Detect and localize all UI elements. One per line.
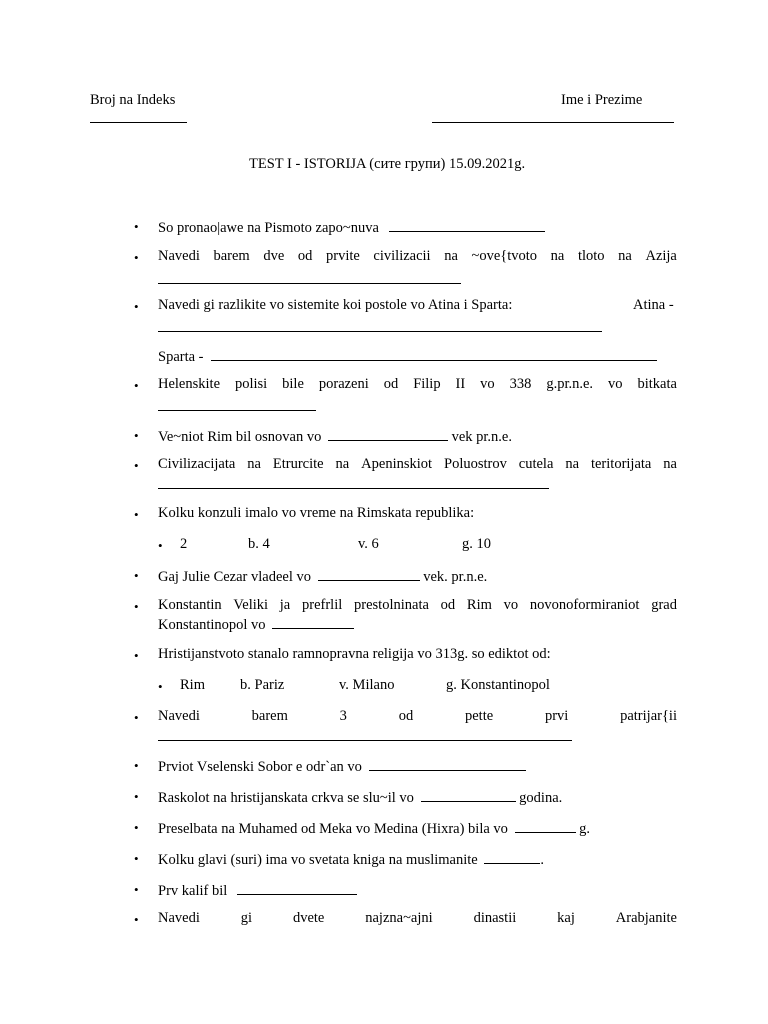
question-3: Navedi gi razlikite vo sistemite koi postole vo Atina i Sparta: (158, 297, 513, 313)
question-word: g.pr.n.e. (546, 376, 594, 392)
question-word: Arabjanite (615, 910, 677, 926)
question-word: na (444, 248, 458, 264)
answer-blank[interactable] (158, 740, 572, 741)
sub-bullet: • (158, 679, 163, 694)
answer-blank[interactable] (158, 488, 549, 489)
option-g[interactable]: g. Konstantinopol (446, 677, 550, 693)
question-word: polisi (234, 376, 268, 392)
question-word: prvi (544, 708, 569, 724)
bullet: • (134, 820, 139, 835)
question-word: Rim (466, 597, 492, 613)
question-word: gi (240, 910, 253, 926)
question-5: Ve~niot Rim bil osnovan vo vek pr.n.e. (158, 426, 512, 446)
question-word: dve (263, 248, 285, 264)
bullet: • (134, 219, 139, 234)
question-word: Navedi (158, 708, 200, 724)
question-word: 338 (509, 376, 532, 392)
question-word: teritorijata (590, 456, 652, 472)
question-1: So pronao|awe na Pismoto zapo~nuva (158, 217, 545, 237)
question-word: ~ove{tvoto (471, 248, 538, 264)
question-4 (158, 376, 677, 393)
question-word: II (455, 376, 466, 392)
bullet: • (134, 882, 139, 897)
question-word: civilizacii (373, 248, 431, 264)
answer-blank[interactable] (421, 787, 516, 802)
question-word: Konstantin (158, 597, 222, 613)
question-word: na (565, 456, 580, 472)
question-word: na (247, 456, 261, 472)
question-word: Civilizacijata (158, 456, 236, 472)
question-word: barem (213, 248, 250, 264)
bullet: • (134, 648, 139, 663)
question-8: Gaj Julie Cezar vladeel vo vek. pr.n.e. (158, 566, 487, 586)
question-2 (158, 248, 677, 265)
bullet: • (134, 458, 139, 473)
answer-blank[interactable] (318, 566, 420, 581)
question-word: Veliki (233, 597, 269, 613)
question-16: Prv kalif bil (158, 880, 357, 900)
sparta-line: Sparta - (158, 346, 657, 366)
option-a[interactable]: Rim (180, 677, 205, 693)
test-title: TEST I - ISTORIJA (сите групи) 15.09.2021g. (249, 156, 526, 172)
full-name-blank[interactable] (432, 122, 674, 123)
sub-bullet: • (158, 538, 163, 553)
question-word: Helenskite (158, 376, 221, 392)
question-word: na (663, 456, 677, 472)
question-9-line-2: Konstantinopol vo (158, 614, 354, 634)
question-word: 3 (339, 708, 347, 724)
question-word: Navedi (158, 910, 200, 926)
bullet: • (134, 789, 139, 804)
answer-blank[interactable] (328, 426, 448, 441)
question-word: od (398, 708, 414, 724)
question-14: Preselbata na Muhamed od Meka vo Medina (Hixra) bila vo g. (158, 818, 590, 838)
question-word: od (440, 597, 456, 613)
option-v[interactable]: v. 6 (358, 536, 379, 552)
question-9 (158, 597, 677, 614)
bullet: • (134, 599, 139, 614)
answer-blank[interactable] (369, 756, 526, 771)
question-word: tloto (577, 248, 605, 264)
bullet: • (134, 568, 139, 583)
question-word: najzna~ajni (365, 910, 433, 926)
question-word: Azija (645, 248, 677, 264)
question-word: prefrlil (302, 597, 343, 613)
question-11 (158, 708, 677, 725)
question-word: Navedi (158, 248, 200, 264)
athens-answer-blank[interactable] (158, 331, 602, 332)
option-b[interactable]: b. 4 (248, 536, 270, 552)
question-word: na (550, 248, 565, 264)
question-word: prestolninata (354, 597, 429, 613)
answer-blank[interactable] (158, 283, 461, 284)
question-word: na (618, 248, 632, 264)
option-v[interactable]: v. Milano (339, 677, 395, 693)
question-word: barem (251, 708, 288, 724)
question-word: patrijar{ii (620, 708, 677, 724)
question-6 (158, 456, 677, 473)
bullet: • (134, 912, 139, 927)
question-word: Apeninskiot (361, 456, 433, 472)
question-word: prvite (325, 248, 360, 264)
question-word: pette (464, 708, 494, 724)
answer-blank[interactable] (515, 818, 576, 833)
question-word: cutela (518, 456, 554, 472)
question-13: Raskolot na hristijanskata crkva se slu~il vo godina. (158, 787, 562, 807)
option-g[interactable]: g. 10 (462, 536, 491, 552)
question-word: vo (480, 376, 495, 392)
question-word: vo (503, 597, 519, 613)
bullet: • (134, 710, 139, 725)
option-a[interactable]: 2 (180, 536, 188, 552)
sparta-answer-blank[interactable] (211, 346, 657, 361)
question-word: grad (651, 597, 677, 613)
question-word: Poluostrov (444, 456, 507, 472)
index-number-blank[interactable] (90, 122, 187, 123)
question-7: Kolku konzuli imalo vo vreme na Rimskata republika: (158, 505, 475, 521)
question-12: Prviot Vselenski Sobor e odr`an vo (158, 756, 526, 776)
question-word: na (335, 456, 350, 472)
question-word: Etrurcite (272, 456, 324, 472)
index-number-label: Broj na Indeks (90, 92, 176, 108)
question-word: bitkata (637, 376, 677, 392)
answer-blank[interactable] (158, 410, 316, 411)
question-word: vo (608, 376, 623, 392)
question-word: novonoformiraniot (529, 597, 640, 613)
question-17 (158, 910, 677, 927)
question-word: od (383, 376, 399, 392)
athens-label: Atina - (633, 297, 674, 313)
question-word: Filip (413, 376, 441, 392)
bullet: • (134, 758, 139, 773)
full-name-label: Ime i Prezime (561, 92, 643, 108)
question-word: dinastii (473, 910, 517, 926)
bullet: • (134, 378, 139, 393)
answer-blank[interactable] (272, 614, 354, 629)
bullet: • (134, 507, 139, 522)
question-15: Kolku glavi (suri) ima vo svetata kniga na muslimanite . (158, 849, 544, 869)
question-word: dvete (292, 910, 325, 926)
question-word: od (297, 248, 313, 264)
question-word: porazeni (318, 376, 369, 392)
bullet: • (134, 299, 139, 314)
answer-blank[interactable] (389, 217, 545, 232)
bullet: • (134, 250, 139, 265)
question-word: ja (279, 597, 291, 613)
question-word: kaj (557, 910, 575, 926)
answer-blank[interactable] (237, 880, 357, 895)
question-10: Hristijanstvoto stanalo ramnopravna religija vo 313g. so ediktot od: (158, 646, 551, 662)
question-word: bile (282, 376, 304, 392)
bullet: • (134, 851, 139, 866)
answer-blank[interactable] (484, 849, 540, 864)
option-b[interactable]: b. Pariz (240, 677, 285, 693)
bullet: • (134, 428, 139, 443)
